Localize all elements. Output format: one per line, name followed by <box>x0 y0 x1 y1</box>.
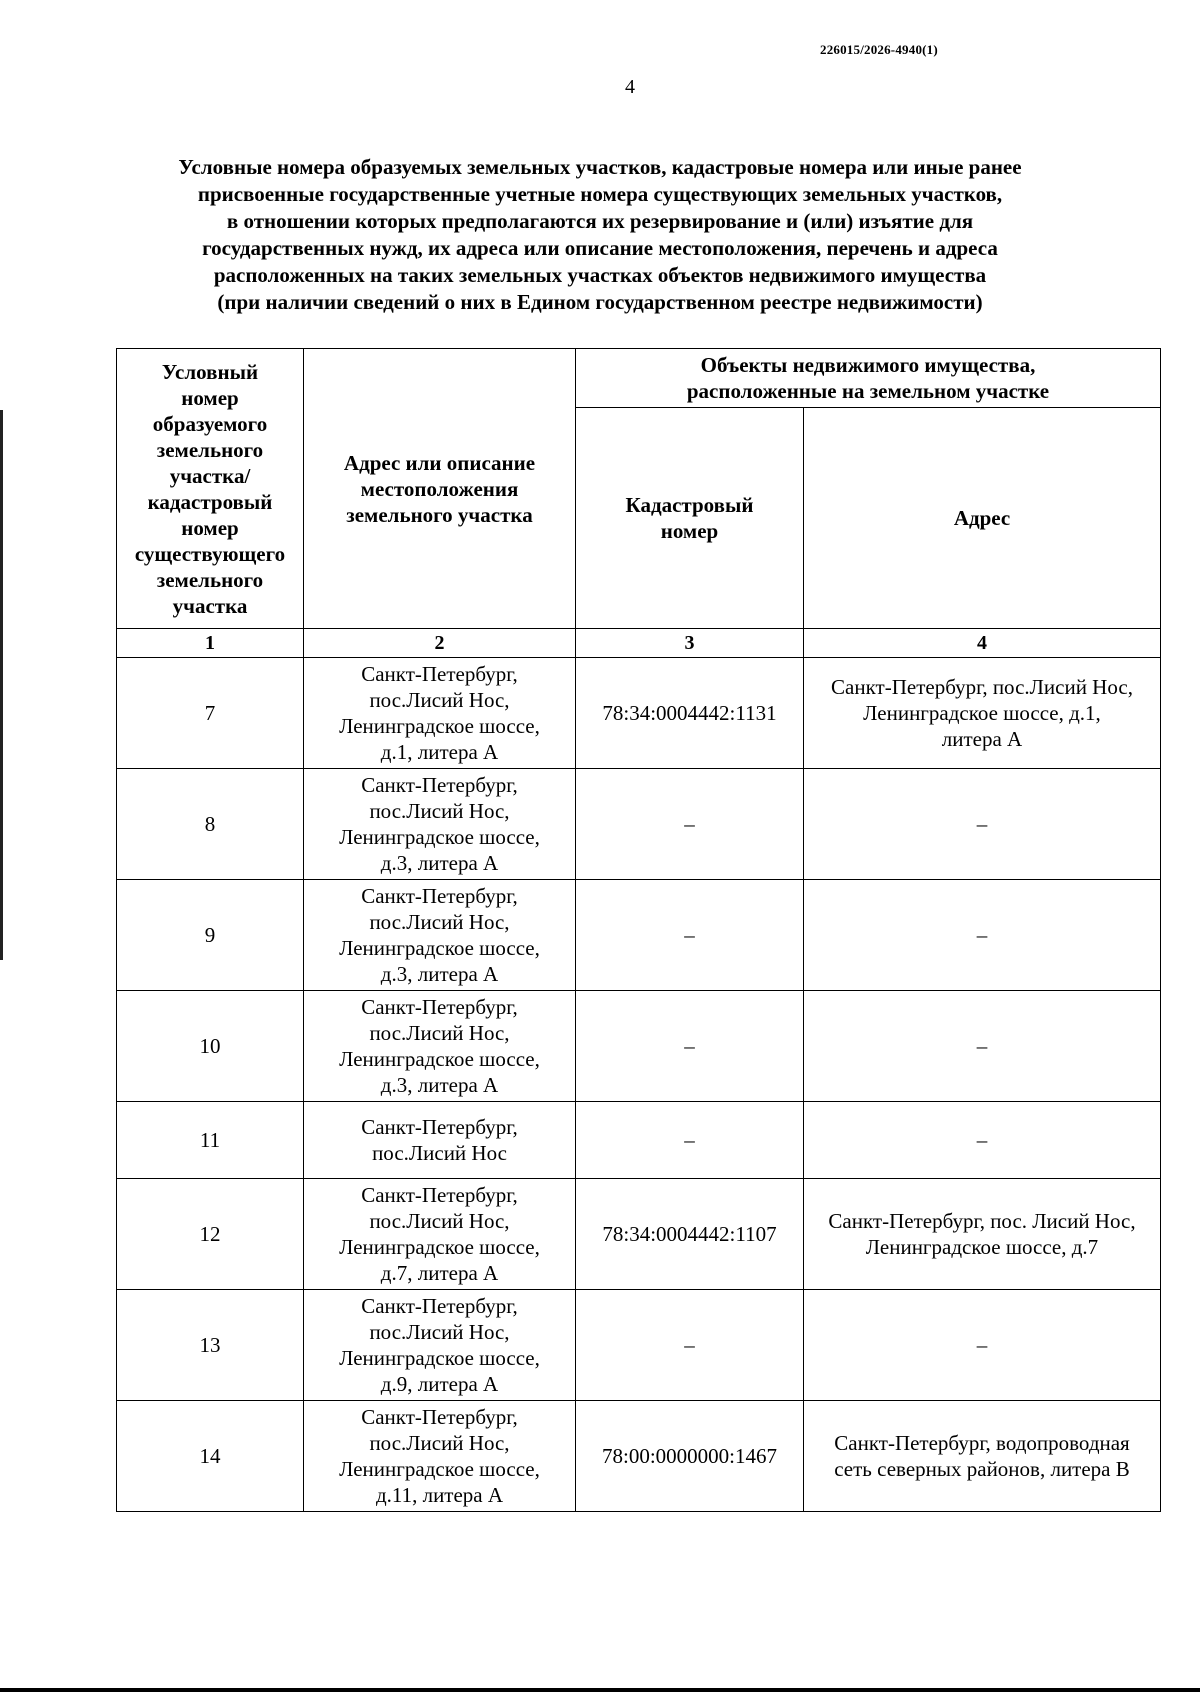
title-line: расположенных на таких земельных участках объектов недвижимого имущества <box>213 263 987 287</box>
cadastral-number-cell: 78:00:0000000:1467 <box>576 1401 804 1512</box>
plot-number-cell: 7 <box>117 658 304 769</box>
cadastral-number-cell: – <box>576 769 804 880</box>
plot-number-cell: 10 <box>117 991 304 1102</box>
cadastral-number-cell: 78:34:0004442:1131 <box>576 658 804 769</box>
object-address-cell: Санкт-Петербург, пос.Лисий Нос, Ленинградское шоссе, д.1, литера А <box>804 658 1161 769</box>
header-real-estate-objects: Объекты недвижимого имущества, расположенные на земельном участке <box>576 349 1161 408</box>
plot-number-cell: 8 <box>117 769 304 880</box>
table-row <box>117 1290 1161 1401</box>
plot-address-cell: Санкт-Петербург, пос.Лисий Нос, Ленинградское шоссе, д.11, литера А <box>304 1401 576 1512</box>
header-cadastral-number: Кадастровый номер <box>576 408 804 629</box>
plot-address-cell: Санкт-Петербург, пос.Лисий Нос, Ленинградское шоссе, д.1, литера А <box>304 658 576 769</box>
plot-number-cell: 11 <box>117 1102 304 1179</box>
object-address-cell: – <box>804 880 1161 991</box>
column-number: 3 <box>576 629 804 658</box>
object-address-cell: – <box>804 769 1161 880</box>
table-row <box>117 1401 1161 1512</box>
scan-edge-mark <box>0 410 3 960</box>
page-number: 4 <box>625 76 635 98</box>
title-line: (при наличии сведений о них в Едином государственном реестре недвижимости) <box>217 290 983 314</box>
title-line: в отношении которых предполагаются их резервирование и (или) изъятие для <box>226 209 974 233</box>
title-line: государственных нужд, их адреса или описание местоположения, перечень и адреса <box>202 236 998 260</box>
scan-bottom-edge <box>0 1688 1200 1692</box>
cadastral-number-cell: – <box>576 1290 804 1401</box>
table-row <box>117 658 1161 769</box>
header-plot-number: Условный номер образуемого земельного участка/ кадастровый номер существующего земельного участка <box>117 349 304 629</box>
object-address-cell: – <box>804 1102 1161 1179</box>
table-row <box>117 991 1161 1102</box>
table-row <box>117 880 1161 991</box>
plot-address-cell: Санкт-Петербург, пос.Лисий Нос, Ленинградское шоссе, д.3, литера А <box>304 769 576 880</box>
object-address-cell: Санкт-Петербург, водопроводная сеть северных районов, литера В <box>804 1401 1161 1512</box>
column-number: 1 <box>117 629 304 658</box>
plot-address-cell: Санкт-Петербург, пос.Лисий Нос, Ленинградское шоссе, д.3, литера А <box>304 880 576 991</box>
object-address-cell: – <box>804 991 1161 1102</box>
cadastral-number-cell: – <box>576 880 804 991</box>
land-plots-table <box>116 348 1161 1512</box>
object-address-cell: Санкт-Петербург, пос. Лисий Нос, Ленинградское шоссе, д.7 <box>804 1179 1161 1290</box>
plot-address-cell: Санкт-Петербург, пос.Лисий Нос, Ленинградское шоссе, д.7, литера А <box>304 1179 576 1290</box>
column-number: 4 <box>804 629 1161 658</box>
document-title <box>100 154 1100 316</box>
plot-number-cell: 9 <box>117 880 304 991</box>
cadastral-number-cell: 78:34:0004442:1107 <box>576 1179 804 1290</box>
column-number: 2 <box>304 629 576 658</box>
cadastral-number-cell: – <box>576 991 804 1102</box>
plot-number-cell: 12 <box>117 1179 304 1290</box>
plot-address-cell: Санкт-Петербург, пос.Лисий Нос <box>304 1102 576 1179</box>
header-plot-address: Адрес или описание местоположения земельного участка <box>304 349 576 629</box>
table-row <box>117 1102 1161 1179</box>
object-address-cell: – <box>804 1290 1161 1401</box>
plot-number-cell: 14 <box>117 1401 304 1512</box>
header-object-address: Адрес <box>804 408 1161 629</box>
title-line: Условные номера образуемых земельных участков, кадастровые номера или иные ранее <box>178 155 1022 179</box>
cadastral-number-cell: – <box>576 1102 804 1179</box>
plot-address-cell: Санкт-Петербург, пос.Лисий Нос, Ленинградское шоссе, д.9, литера А <box>304 1290 576 1401</box>
plot-number-cell: 13 <box>117 1290 304 1401</box>
title-line: присвоенные государственные учетные номера существующих земельных участков, <box>197 182 1003 206</box>
table-row <box>117 769 1161 880</box>
document-number: 226015/2026-4940(1) <box>820 42 938 57</box>
plot-address-cell: Санкт-Петербург, пос.Лисий Нос, Ленинградское шоссе, д.3, литера А <box>304 991 576 1102</box>
table-row <box>117 1179 1161 1290</box>
